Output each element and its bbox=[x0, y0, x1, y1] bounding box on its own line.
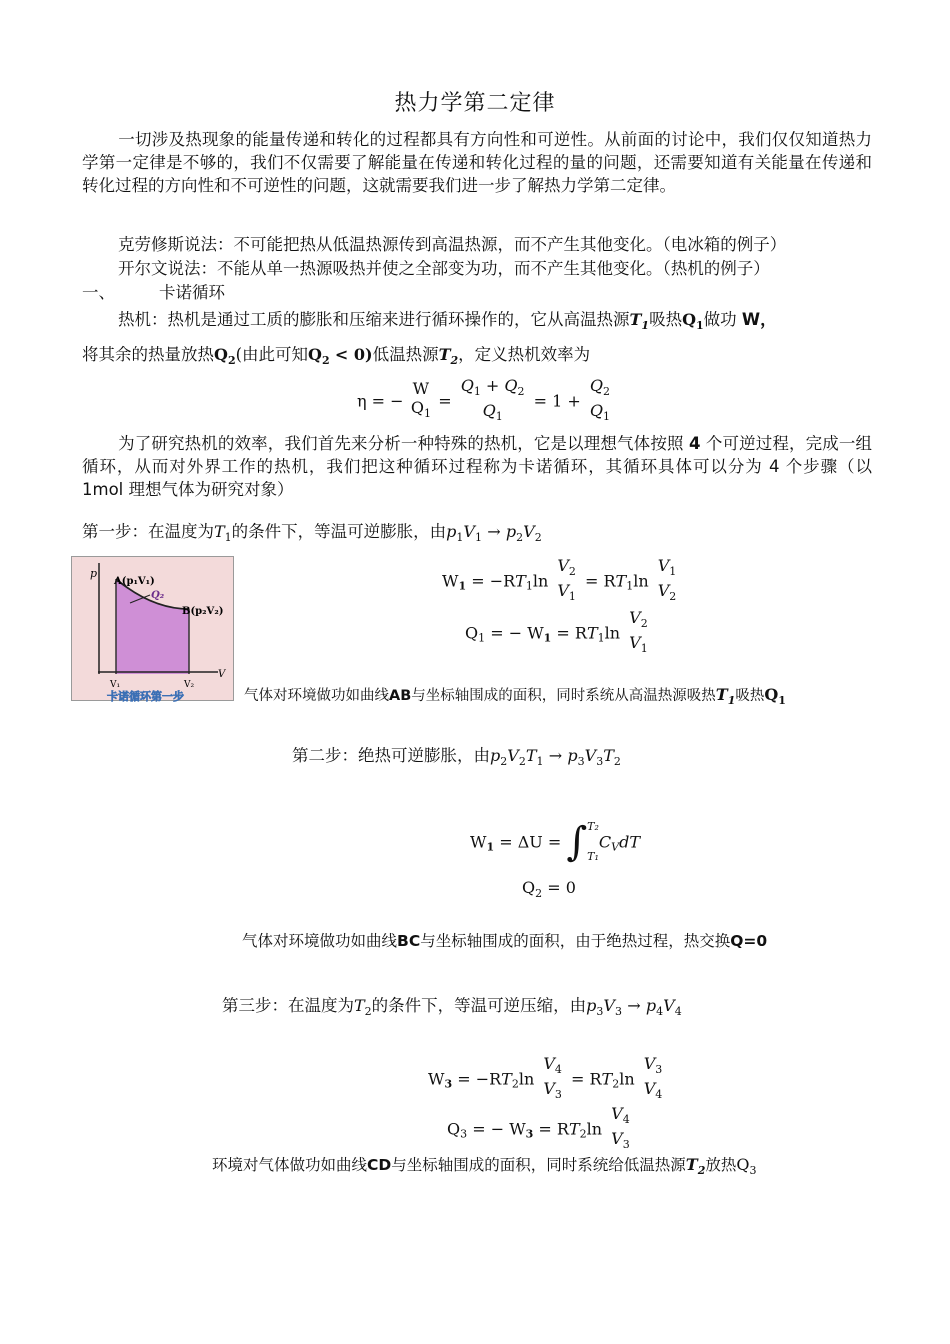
carnot-step1-figure bbox=[71, 556, 234, 701]
engine2-text-a: 将其余的热量放热 bbox=[82, 345, 214, 364]
step1-work-eq: $W_1 = -RT_1\ln$ $V_2$ $V_1$ = $RT_1\ln$ $V_1$ $V_2$ bbox=[442, 556, 677, 603]
section-title: 卡诺循环 bbox=[159, 283, 225, 302]
step1-note: 气体对环境做功如曲线AB与坐标轴围成的面积，同时系统从高温热源吸热$T_1$吸热$Q_1$ bbox=[244, 685, 786, 707]
w2-w: W bbox=[470, 832, 487, 852]
step3-note-c: 放热 bbox=[705, 1156, 737, 1174]
step2-arrow: → bbox=[548, 746, 563, 765]
eta-symbol: η = − bbox=[357, 391, 404, 411]
eff-eq1: = bbox=[438, 391, 452, 411]
step2-note-a: 气体对环境做功如曲线 bbox=[242, 932, 398, 950]
carnot-four-2: 4 bbox=[768, 457, 780, 476]
w3-eq: = −R bbox=[457, 1069, 502, 1089]
q3-q: Q bbox=[447, 1119, 461, 1139]
engine2-text-c: ，定义热机效率为 bbox=[458, 345, 591, 364]
symbol-q2: $Q_2$ bbox=[214, 345, 236, 367]
q3-eq2: = R bbox=[538, 1119, 569, 1139]
w1-eq2: = R bbox=[585, 571, 616, 591]
engine2-text-b: 低温热源 bbox=[372, 345, 439, 364]
step1-note-ab: AB bbox=[389, 688, 412, 704]
intro-paragraph bbox=[82, 128, 872, 197]
w1-w: W bbox=[442, 571, 459, 591]
engine-text-b: 吸热 bbox=[649, 310, 683, 329]
step1-text-b: 的条件下，等温可逆膨胀，由 bbox=[231, 522, 447, 541]
carnot-text-4: 理想气体为研究对象） bbox=[128, 480, 294, 499]
step2-heading: 第二步：绝热可逆膨胀，由$p_2V_2T_1 \to p_3V_3T_2$ bbox=[292, 746, 621, 768]
kelvin-statement: 开尔文说法：不能从单一热源吸热并使之全部变为功，而不产生其他变化。（热机的例子） bbox=[118, 259, 770, 278]
eff-eq2: = 1 + bbox=[533, 391, 581, 411]
step1-arrow: → bbox=[487, 522, 501, 541]
w2-eq: = ΔU = bbox=[499, 832, 562, 852]
step3-heat-eq: $Q_3$ = − $W_3 = RT_2\ln$ $V_4$ $V_3$ bbox=[447, 1104, 630, 1151]
carnot-text-1: 为了研究热机的效率，我们首先来分析一种特殊的热机，它是以理想气体按照 bbox=[118, 434, 684, 453]
step3-note-a: 环境对气体做功如曲线 bbox=[212, 1156, 368, 1174]
step2-note-b: 与坐标轴围成的面积，由于绝热过程，热交换 bbox=[420, 932, 731, 950]
engine-text-a: 热机：热机是通过工质的膨胀和压缩来进行循环操作的，它从高温热源 bbox=[118, 310, 630, 329]
point-b-label: B(p₂V₂) bbox=[182, 606, 224, 617]
q3-ln: ln bbox=[586, 1119, 603, 1139]
w2-dt: dT bbox=[619, 832, 641, 852]
q-label: Q₂ bbox=[151, 590, 165, 601]
step1-note-b: 与坐标轴围成的面积，同时系统从高温热源吸热 bbox=[411, 688, 716, 704]
step3-note-cd: CD bbox=[367, 1156, 392, 1174]
step2-work-eq: $W_1 = \Delta U$ = ∫ T₂ T₁ $C_VdT$ bbox=[470, 819, 641, 865]
step1-heading: 第一步：在温度为$T_1$的条件下，等温可逆膨胀，由$p_1V_1 \to p_2V_2$ bbox=[82, 522, 542, 544]
w1-eq: = −R bbox=[471, 571, 516, 591]
q1-ln: ln bbox=[604, 623, 621, 643]
q1-eq: = − W bbox=[490, 623, 544, 643]
w3-sub: 3 bbox=[444, 1077, 453, 1091]
carnot-text-3: 个步骤（以 bbox=[785, 457, 873, 476]
point-a-label: A(p₁V₁) bbox=[114, 576, 155, 587]
step3-text-a: 第三步：在温度为 bbox=[222, 996, 354, 1015]
clausius-statement: 克劳修斯说法：不可能把热从低温热源传到高温热源，而不产生其他变化。（电冰箱的例子） bbox=[118, 235, 787, 254]
engine-text-w: W， bbox=[741, 310, 777, 329]
step1-note-c: 吸热 bbox=[735, 688, 765, 704]
symbol-t1: $T_1$ bbox=[629, 310, 650, 332]
symbol-q1: $Q_1$ bbox=[682, 310, 704, 332]
page-title: 热力学第二定律 bbox=[394, 91, 556, 116]
engine2-ineq: < 0) bbox=[334, 345, 373, 364]
q3-sub: 3 bbox=[525, 1127, 534, 1141]
carnot-intro bbox=[82, 432, 872, 501]
step1-text-a: 第一步：在温度为 bbox=[82, 522, 214, 541]
step1-note-a: 气体对环境做功如曲线 bbox=[244, 688, 389, 704]
step3-text-b: 的条件下，等温可逆压缩，由 bbox=[371, 996, 587, 1015]
w3-w: W bbox=[428, 1069, 445, 1089]
section-number: 一、 bbox=[82, 283, 115, 302]
section-heading bbox=[82, 281, 225, 304]
w1-sub: 1 bbox=[458, 579, 467, 593]
carnot-mol: 1mol bbox=[82, 480, 124, 499]
q2-eq: = 0 bbox=[547, 878, 576, 897]
step3-note-b: 与坐标轴围成的面积，同时系统给低温热源 bbox=[391, 1156, 686, 1174]
engine-line-2: 将其余的热量放热$Q_2$(由此可知$Q_2 < 0$)低温热源$T_2$，定义热机效率为 bbox=[82, 345, 591, 367]
step3-work-eq: $W_3 = -RT_2\ln$ $V_4$ $V_3$ = $RT_2\ln$ $V_3$ $V_4$ bbox=[428, 1054, 663, 1101]
step2-text-a: 第二步：绝热可逆膨胀，由 bbox=[292, 746, 490, 765]
q1-q: Q bbox=[465, 623, 479, 643]
w3-ln: ln bbox=[518, 1069, 535, 1089]
carnot-text-2: 个可逆过程，完成一组循环，从而对外界工作的热机，我们把这种循环过程称为卡诺循环，其循环具体可以分为 bbox=[82, 434, 873, 476]
w2-sub: 1 bbox=[486, 840, 495, 854]
pv-diagram bbox=[72, 557, 235, 702]
engine2-paren: (由此可知 bbox=[235, 345, 309, 364]
step2-note-bc: BC bbox=[397, 932, 421, 950]
engine-line-1 bbox=[118, 308, 777, 337]
step2-note-q: Q=0 bbox=[730, 932, 768, 950]
step2-note bbox=[242, 929, 767, 951]
figure-caption: 卡诺循环第一步 bbox=[107, 690, 184, 702]
step3-arrow: → bbox=[627, 996, 641, 1015]
v1-tick-label: V₁ bbox=[110, 680, 121, 690]
symbol-t2: $T_2$ bbox=[438, 345, 459, 367]
q3-eq: = − W bbox=[472, 1119, 526, 1139]
q2-q: Q bbox=[522, 878, 536, 897]
step3-heading: 第三步：在温度为$T_2$的条件下，等温可逆压缩，由$p_3V_3 \to p_4V_4$ bbox=[222, 996, 682, 1018]
engine-text-c: 做功 bbox=[703, 310, 737, 329]
w1-ln: ln bbox=[532, 571, 549, 591]
p-axis-label: p bbox=[90, 567, 98, 580]
v2-tick-label: V₂ bbox=[184, 680, 195, 690]
carnot-four-1: 4 bbox=[688, 434, 701, 453]
v-axis-label: V bbox=[218, 669, 226, 680]
step1-heat-eq: $Q_1$ = − $W_1 = RT_1\ln$ $V_2$ $V_1$ bbox=[465, 608, 648, 655]
intro-text: 一切涉及热现象的能量传递和转化的过程都具有方向性和可逆性。从前面的讨论中，我们仅仅知道热力学第一定律是不够的，我们不仅需要了解能量在传递和转化过程的量的问题，还需要知道有关能量在传递和转化过程的方向性和不可逆性的问题，这就需要我们进一步了解热力学第二定律。 bbox=[82, 130, 872, 195]
step3-note: 环境对气体做功如曲线CD与坐标轴围成的面积，同时系统给低温热源$T_2$放热$Q_3$ bbox=[212, 1155, 757, 1177]
integral-symbol: ∫ bbox=[566, 819, 588, 865]
step2-heat-eq: $Q_2 = 0$ bbox=[522, 878, 576, 900]
w3-eq2: = R bbox=[571, 1069, 602, 1089]
efficiency-formula: η = − W $Q_1$ = $Q_1 + Q_2$ $Q_1$ = 1 + $Q_2$ $Q_1$ bbox=[357, 376, 611, 423]
q1-eq2: = R bbox=[556, 623, 587, 643]
eff-num-w: W bbox=[412, 379, 430, 398]
w2-cv: C bbox=[598, 832, 612, 852]
